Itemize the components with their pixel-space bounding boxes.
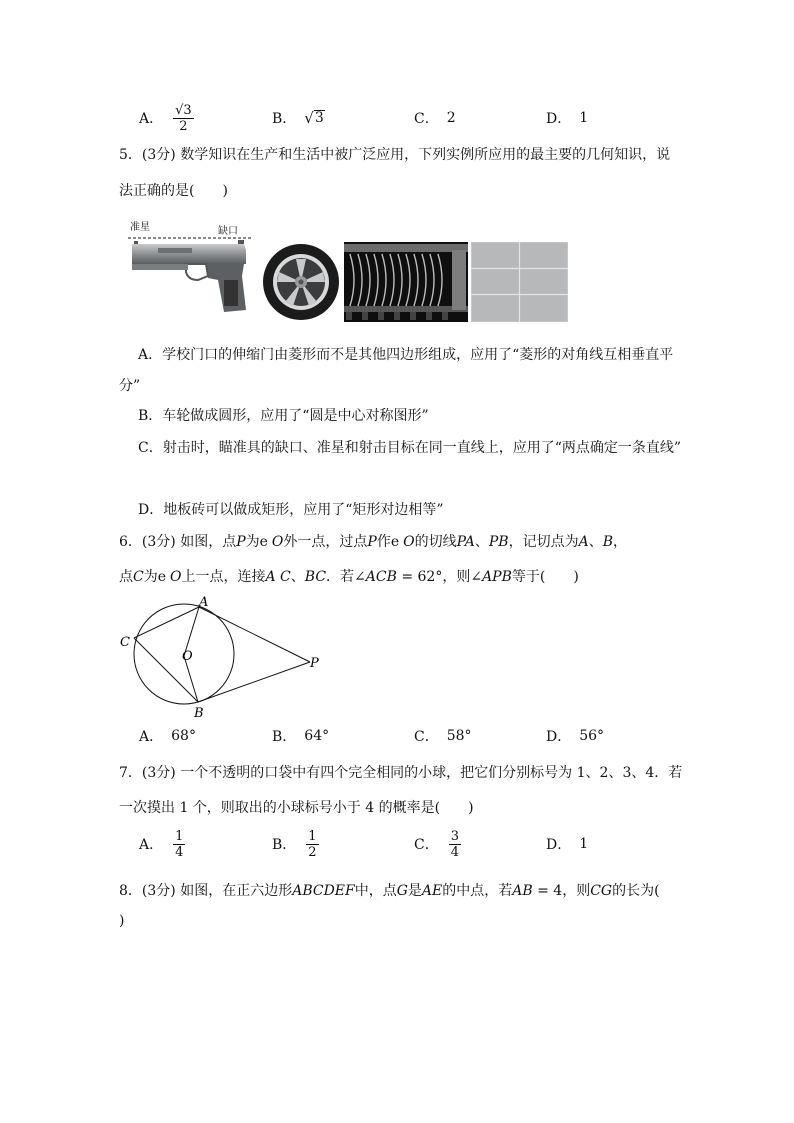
fraction [449, 829, 461, 860]
q4-option-a[interactable] [139, 98, 194, 138]
rear-notch-label: 缺口 [218, 226, 238, 237]
q5-stem-line1: 5．(3分) 数学知识在生产和生活中被广泛应用，下列实例所应用的最主要的几何知识，说 [119, 147, 671, 163]
text: ， [613, 534, 627, 550]
option-letter: A． [139, 837, 164, 853]
option-letter: B． [272, 111, 297, 127]
q6-stem-line2 [119, 566, 579, 586]
var-cg: CG [590, 883, 613, 899]
option-letter: C． [414, 837, 439, 853]
circle-symbol: e [157, 569, 167, 585]
text: = 4 [532, 883, 563, 899]
text: 6．(3分) 如图，点 [119, 534, 237, 550]
q6-option-a[interactable] [139, 716, 196, 756]
retractable-gate-image [344, 242, 468, 322]
q4-options [139, 98, 699, 138]
var-a: A [578, 534, 589, 550]
option-letter: D． [546, 111, 572, 127]
option-letter: B． [272, 837, 297, 853]
circle-symbol: e [390, 534, 400, 550]
text: 是 [407, 883, 422, 899]
option-letter: A． [139, 111, 164, 127]
var-o: O [271, 534, 284, 550]
radical-sign-icon: √ [304, 109, 314, 127]
text: 、 [588, 534, 603, 550]
point-b-label: B [194, 706, 204, 720]
square-root [304, 110, 324, 126]
var-pb: PB [488, 534, 509, 550]
q4-option-b[interactable] [272, 98, 325, 138]
front-sight-label: 准星 [130, 222, 150, 233]
text: 点 [119, 569, 133, 585]
denominator: 2 [308, 844, 317, 860]
fraction [173, 829, 185, 860]
var-o: O [403, 534, 415, 550]
var-p: P [367, 534, 377, 550]
q7-option-b[interactable] [272, 824, 319, 864]
var-c: C [133, 569, 144, 585]
denominator: 4 [175, 844, 184, 860]
radicand: 3 [314, 110, 324, 126]
option-letter: C． [414, 729, 439, 745]
q7-stem-line1: 7．(3分) 一个不透明的口袋中有四个完全相同的小球，把它们分别标号为 1、2、3、4．若 [119, 765, 683, 781]
var-pa: PA [456, 534, 475, 550]
text: 为 [245, 534, 260, 550]
q8-stem-line1 [119, 880, 660, 900]
pistol-image [128, 218, 254, 320]
q5-option-a-line1[interactable]: A．学校门口的伸缩门由菱形而不是其他四边形组成，应用了“菱形的对角线互相垂直平 [138, 347, 674, 363]
wheel-icon [262, 242, 340, 322]
numerator: 1 [175, 828, 184, 844]
option-value: 58° [446, 728, 472, 744]
q7-stem-line2: 一次摸出 1 个，则取出的小球标号小于 4 的概率是( ) [119, 800, 474, 816]
q6-stem-line1 [119, 531, 627, 551]
text: ，记切点为 [508, 534, 579, 550]
text: ，则 [562, 883, 591, 899]
text: 外一点，过点 [283, 534, 368, 550]
option-letter: C． [414, 111, 439, 127]
q6-figure [114, 594, 324, 720]
denominator: 2 [179, 118, 188, 134]
floor-tile-image [471, 242, 568, 322]
angle-apb: ∠APB [470, 569, 512, 585]
q5-stem-line2: 法正确的是( ) [119, 183, 228, 199]
numerator: 3 [450, 828, 459, 844]
text: 的中点，若 [442, 883, 513, 899]
text: 等于( ) [511, 569, 579, 585]
fraction [173, 103, 194, 134]
var-ab: AB [512, 883, 533, 899]
q4-option-d[interactable] [546, 98, 588, 138]
text: ．若 [326, 569, 355, 585]
var-hexagon: ABCDEF [292, 883, 355, 899]
option-letter: A． [139, 729, 164, 745]
text: 、 [474, 534, 489, 550]
option-value: 68° [171, 728, 196, 744]
q8-stem-line2: ) [119, 913, 125, 929]
text: 中，点 [354, 883, 397, 899]
q4-option-c[interactable] [414, 98, 456, 138]
point-o-label: O [182, 649, 193, 664]
var-ae: AE [421, 883, 443, 899]
option-value: 1 [579, 110, 589, 126]
option-value: 1 [579, 836, 589, 852]
retractable-gate-icon [344, 242, 468, 322]
text: = 62° [396, 569, 443, 585]
point-p-label: P [310, 656, 319, 671]
q6-options [139, 716, 699, 756]
option-letter: D． [546, 729, 572, 745]
option-letter: D． [546, 837, 572, 853]
var-g: G [396, 883, 408, 899]
var-p: P [236, 534, 246, 550]
q6-option-c[interactable] [414, 716, 472, 756]
q5-option-b[interactable]: B．车轮做成圆形，应用了“圆是中心对称图形” [138, 408, 429, 424]
q7-option-d[interactable] [546, 824, 588, 864]
text: 、 [290, 569, 305, 585]
text: 8．(3分) 如图，在正六边形 [119, 883, 293, 899]
q7-option-a[interactable] [139, 824, 185, 864]
pistol-icon [128, 218, 254, 320]
option-letter: B． [272, 729, 297, 745]
point-c-label: C [120, 635, 130, 650]
text: 的长为( [612, 883, 660, 899]
denominator: 4 [450, 844, 459, 860]
text: 的切线 [414, 534, 457, 550]
q7-options [139, 824, 699, 864]
numerator: 1 [308, 828, 317, 844]
option-value: 2 [446, 110, 456, 126]
q5-option-d[interactable]: D．地板砖可以做成矩形，应用了“矩形对边相等” [138, 502, 444, 518]
wheel-image [262, 242, 340, 322]
point-a-label: A [199, 595, 209, 610]
q6-option-b[interactable] [272, 716, 329, 756]
angle-acb: ∠ACB [354, 569, 397, 585]
fraction [306, 829, 318, 860]
numerator: √3 [175, 102, 192, 118]
q5-option-c[interactable]: C．射击时，瞄准具的缺口、准星和射击目标在同一直线上，应用了“两点确定一条直线” [138, 440, 682, 456]
var-bc: BC [304, 569, 327, 585]
var-b: B [602, 534, 613, 550]
text: 作 [376, 534, 391, 550]
text: ，则 [442, 569, 471, 585]
q5-option-a-line2: 分” [119, 378, 141, 394]
q7-option-c[interactable] [414, 824, 461, 864]
option-value: 64° [304, 728, 330, 744]
option-value: 56° [579, 728, 605, 744]
circle-symbol: e [259, 534, 268, 550]
var-o: O [170, 569, 182, 585]
text: 为 [143, 569, 158, 585]
text: 上一点，连接 [181, 569, 266, 585]
var-ac: A C [265, 569, 291, 585]
q6-option-d[interactable] [546, 716, 604, 756]
circle-tangent-diagram [114, 594, 324, 720]
floor-tile-icon [471, 242, 568, 322]
